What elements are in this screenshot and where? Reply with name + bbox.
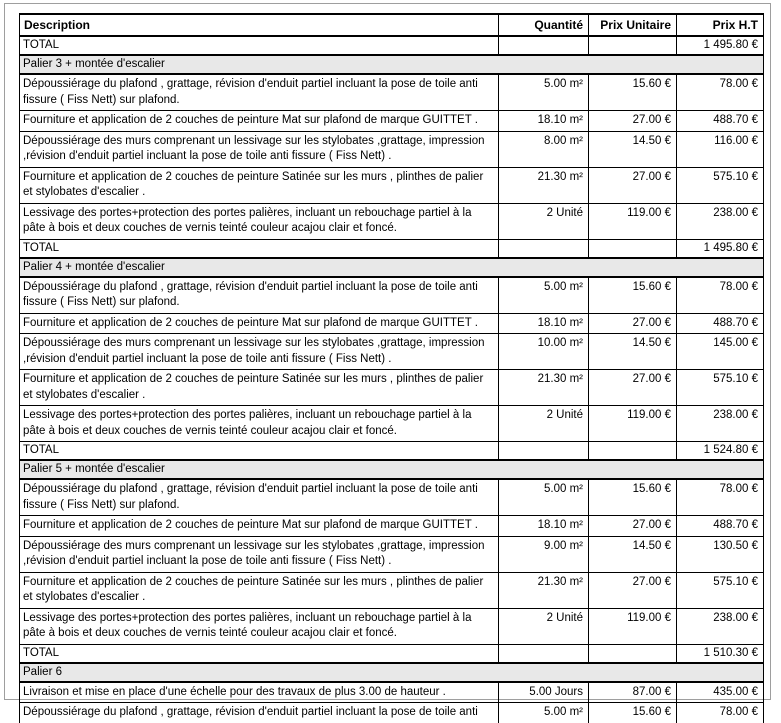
quantity-cell: 21.30 m² [499, 370, 589, 406]
line-total-cell: 116.00 € [677, 131, 764, 167]
total-label-cell: TOTAL [20, 442, 499, 461]
quantity-cell: 8.00 m² [499, 131, 589, 167]
total-label-cell: TOTAL [20, 36, 499, 55]
description-cell: Dépoussiérage des murs comprenant un lessivage sur les stylobates ,grattage, impression ,révision d'enduit partiel incluant la pose de toile anti fissure ( Fiss Nett) . [20, 334, 499, 370]
unit-price-cell: 14.50 € [589, 334, 677, 370]
line-total-cell: 78.00 € [677, 479, 764, 516]
quantity-cell: 18.10 m² [499, 516, 589, 537]
line-total-cell: 575.10 € [677, 370, 764, 406]
section-total-row [20, 442, 764, 461]
unit-price-cell: 27.00 € [589, 572, 677, 608]
document-page [4, 3, 771, 718]
unit-price-cell: 27.00 € [589, 167, 677, 203]
description-cell: Dépoussiérage du plafond , grattage, révision d'enduit partiel incluant la pose de toile anti [20, 703, 499, 723]
line-total-cell: 78.00 € [677, 277, 764, 314]
table-header-row [20, 14, 764, 36]
table-row [20, 167, 764, 203]
description-cell: Fourniture et application de 2 couches de peinture Satinée sur les murs , plinthes de palier et stylobates d'escalier . [20, 370, 499, 406]
description-cell: Fourniture et application de 2 couches de peinture Satinée sur les murs , plinthes de palier et stylobates d'escalier . [20, 572, 499, 608]
line-total-cell: 238.00 € [677, 203, 764, 239]
table-row [20, 608, 764, 644]
line-total-cell: 238.00 € [677, 608, 764, 644]
line-total-cell: 435.00 € [677, 682, 764, 703]
section-total-row [20, 644, 764, 663]
section-title: Palier 4 + montée d'escalier [20, 258, 764, 277]
table-row [20, 313, 764, 334]
empty-quantity-cell [499, 239, 589, 258]
table-row [20, 516, 764, 537]
unit-price-cell: 15.60 € [589, 703, 677, 723]
total-price-cell: 1 510.30 € [677, 644, 764, 663]
description-cell: Livraison et mise en place d'une échelle pour des travaux de plus 3.00 de hauteur . [20, 682, 499, 703]
quantity-cell: 5.00 Jours [499, 682, 589, 703]
line-total-cell: 130.50 € [677, 536, 764, 572]
table-row [20, 74, 764, 111]
line-total-cell: 575.10 € [677, 572, 764, 608]
unit-price-cell: 15.60 € [589, 277, 677, 314]
line-total-cell: 575.10 € [677, 167, 764, 203]
quantity-cell: 5.00 m² [499, 479, 589, 516]
section-header-row [20, 55, 764, 74]
line-total-cell: 145.00 € [677, 334, 764, 370]
table-row [20, 370, 764, 406]
table-row [20, 572, 764, 608]
table-row [20, 406, 764, 442]
column-header-prix-ht: Prix H.T [677, 14, 764, 36]
section-header-row [20, 663, 764, 682]
line-total-cell: 488.70 € [677, 516, 764, 537]
unit-price-cell: 119.00 € [589, 608, 677, 644]
line-total-cell: 488.70 € [677, 313, 764, 334]
total-price-cell: 1 524.80 € [677, 442, 764, 461]
quantity-cell: 2 Unité [499, 608, 589, 644]
line-total-cell: 78.00 € [677, 74, 764, 111]
table-row [20, 479, 764, 516]
quantity-cell: 5.00 m² [499, 277, 589, 314]
section-title: Palier 3 + montée d'escalier [20, 55, 764, 74]
empty-unit-price-cell [589, 644, 677, 663]
unit-price-cell: 15.60 € [589, 74, 677, 111]
table-row [20, 703, 764, 723]
line-total-cell: 238.00 € [677, 406, 764, 442]
description-cell: Lessivage des portes+protection des portes palières, incluant un rebouchage partiel à la pâte à bois et deux couches de vernis teinté couleur acajou clair et foncé. [20, 203, 499, 239]
unit-price-cell: 15.60 € [589, 479, 677, 516]
table-row [20, 334, 764, 370]
total-price-cell: 1 495.80 € [677, 36, 764, 55]
table-row [20, 131, 764, 167]
description-cell: Fourniture et application de 2 couches de peinture Mat sur plafond de marque GUITTET . [20, 516, 499, 537]
column-header-quantite: Quantité [499, 14, 589, 36]
description-cell: Lessivage des portes+protection des portes palières, incluant un rebouchage partiel à la pâte à bois et deux couches de vernis teinté couleur acajou clair et foncé. [20, 608, 499, 644]
unit-price-cell: 27.00 € [589, 111, 677, 132]
table-row [20, 111, 764, 132]
unit-price-cell: 14.50 € [589, 131, 677, 167]
section-title: Palier 5 + montée d'escalier [20, 460, 764, 479]
quantity-cell: 18.10 m² [499, 313, 589, 334]
empty-unit-price-cell [589, 36, 677, 55]
empty-quantity-cell [499, 442, 589, 461]
quantity-cell: 9.00 m² [499, 536, 589, 572]
empty-quantity-cell [499, 36, 589, 55]
empty-quantity-cell [499, 644, 589, 663]
description-cell: Dépoussiérage du plafond , grattage, révision d'enduit partiel incluant la pose de toile anti fissure ( Fiss Nett) sur plafond. [20, 479, 499, 516]
table-row [20, 203, 764, 239]
description-cell: Fourniture et application de 2 couches de peinture Satinée sur les murs , plinthes de palier et stylobates d'escalier . [20, 167, 499, 203]
table-row [20, 682, 764, 703]
quantity-cell: 2 Unité [499, 203, 589, 239]
quantity-cell: 2 Unité [499, 406, 589, 442]
description-cell: Dépoussiérage du plafond , grattage, révision d'enduit partiel incluant la pose de toile anti fissure ( Fiss Nett) sur plafond. [20, 277, 499, 314]
empty-unit-price-cell [589, 442, 677, 461]
quantity-cell: 18.10 m² [499, 111, 589, 132]
total-price-cell: 1 495.80 € [677, 239, 764, 258]
quantity-cell: 21.30 m² [499, 572, 589, 608]
section-header-row [20, 258, 764, 277]
line-total-cell: 78.00 € [677, 703, 764, 723]
quote-table [19, 13, 764, 723]
description-cell: Dépoussiérage des murs comprenant un lessivage sur les stylobates ,grattage, impression ,révision d'enduit partiel incluant la pose de toile anti fissure ( Fiss Nett) . [20, 536, 499, 572]
unit-price-cell: 27.00 € [589, 313, 677, 334]
description-cell: Dépoussiérage du plafond , grattage, révision d'enduit partiel incluant la pose de toile anti fissure ( Fiss Nett) sur plafond. [20, 74, 499, 111]
empty-unit-price-cell [589, 239, 677, 258]
unit-price-cell: 27.00 € [589, 370, 677, 406]
description-cell: Dépoussiérage des murs comprenant un lessivage sur les stylobates ,grattage, impression ,révision d'enduit partiel incluant la pose de toile anti fissure ( Fiss Nett) . [20, 131, 499, 167]
total-label-cell: TOTAL [20, 644, 499, 663]
table-row [20, 277, 764, 314]
section-total-row [20, 239, 764, 258]
description-cell: Fourniture et application de 2 couches de peinture Mat sur plafond de marque GUITTET . [20, 313, 499, 334]
description-cell: Fourniture et application de 2 couches de peinture Mat sur plafond de marque GUITTET . [20, 111, 499, 132]
quantity-cell: 5.00 m² [499, 74, 589, 111]
section-header-row [20, 460, 764, 479]
total-label-cell: TOTAL [20, 239, 499, 258]
quantity-cell: 5.00 m² [499, 703, 589, 723]
unit-price-cell: 27.00 € [589, 516, 677, 537]
column-header-prix-unitaire: Prix Unitaire [589, 14, 677, 36]
unit-price-cell: 87.00 € [589, 682, 677, 703]
table-row [20, 536, 764, 572]
unit-price-cell: 119.00 € [589, 406, 677, 442]
table-body [20, 36, 764, 723]
unit-price-cell: 119.00 € [589, 203, 677, 239]
description-cell: Lessivage des portes+protection des portes palières, incluant un rebouchage partiel à la pâte à bois et deux couches de vernis teinté couleur acajou clair et foncé. [20, 406, 499, 442]
unit-price-cell: 14.50 € [589, 536, 677, 572]
line-total-cell: 488.70 € [677, 111, 764, 132]
quantity-cell: 10.00 m² [499, 334, 589, 370]
column-header-description: Description [20, 14, 499, 36]
quantity-cell: 21.30 m² [499, 167, 589, 203]
carryover-total-row [20, 36, 764, 55]
section-title: Palier 6 [20, 663, 764, 682]
